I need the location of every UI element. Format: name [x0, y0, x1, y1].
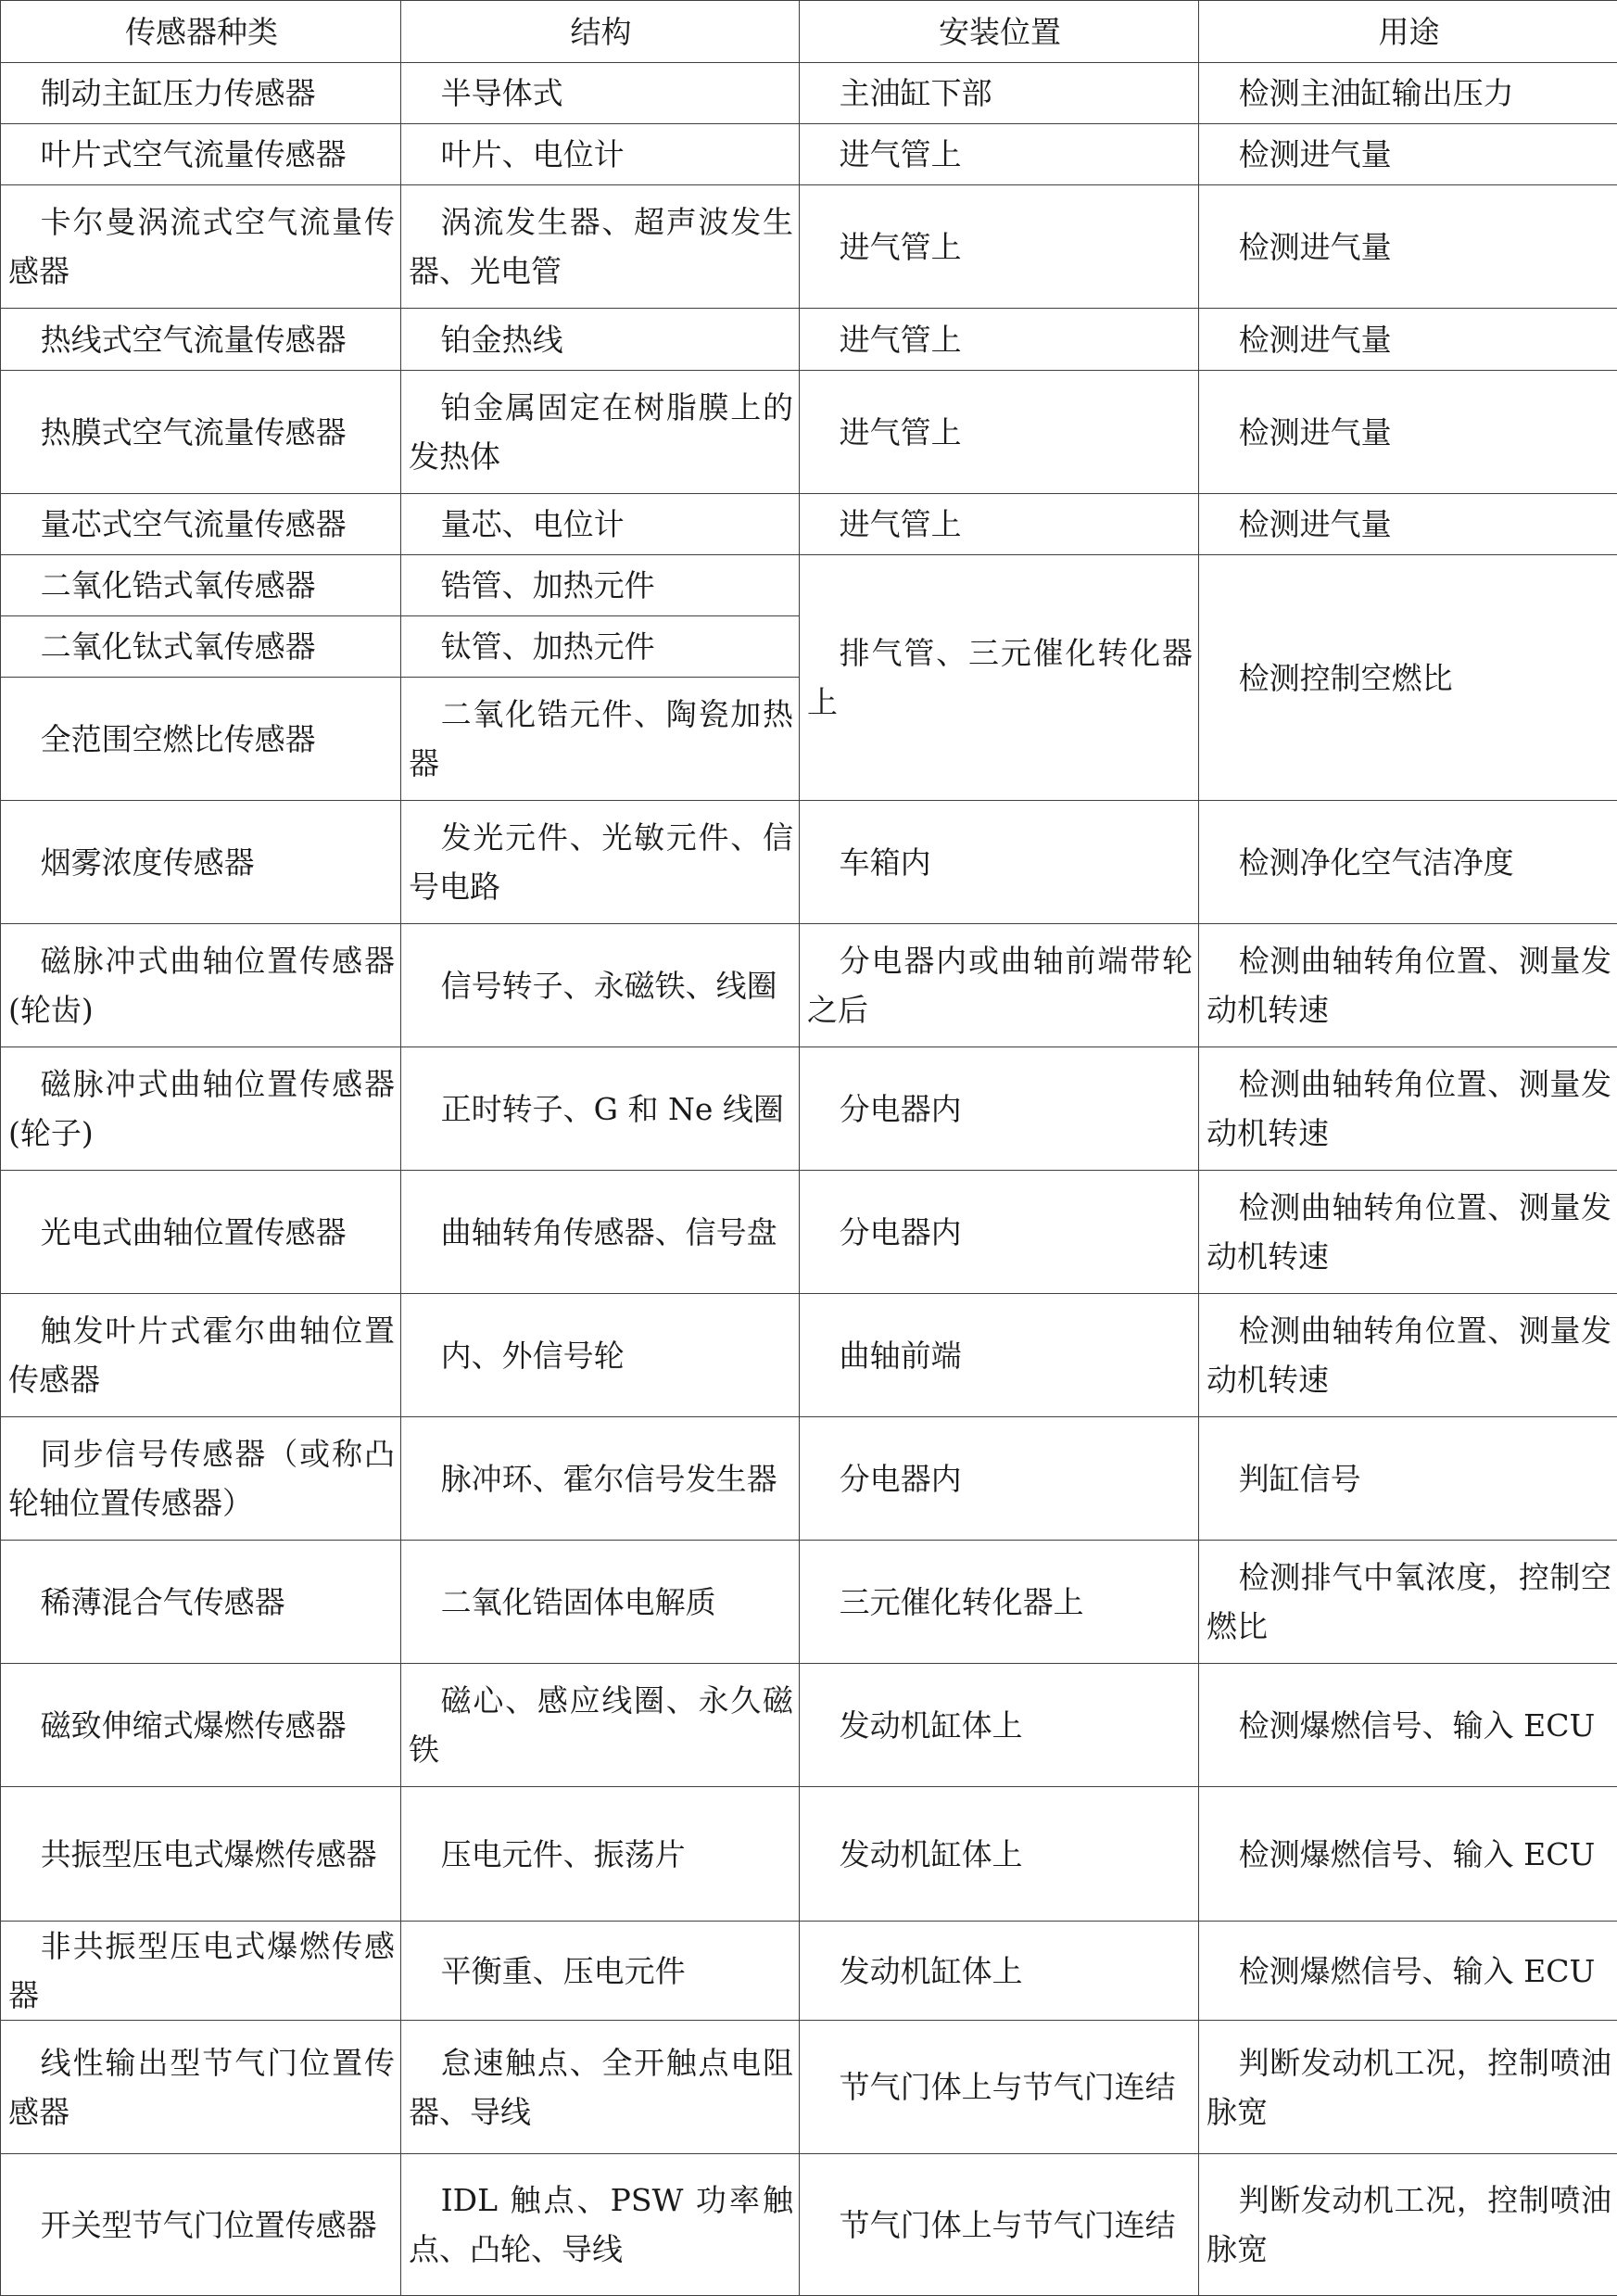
cell-purpose: 检测主油缸输出压力	[1199, 63, 1617, 124]
cell-purpose: 检测净化空气洁净度	[1199, 801, 1617, 924]
cell-location: 分电器内或曲轴前端带轮之后	[800, 924, 1199, 1047]
cell-structure: 发光元件、光敏元件、信号电路	[401, 801, 800, 924]
cell-location: 主油缸下部	[800, 63, 1199, 124]
cell-purpose: 检测曲轴转角位置、测量发动机转速	[1199, 1171, 1617, 1294]
cell-type: 磁致伸缩式爆燃传感器	[1, 1664, 401, 1787]
cell-structure: 脉冲环、霍尔信号发生器	[401, 1417, 800, 1541]
table-row	[1, 1664, 1617, 1787]
cell-location: 分电器内	[800, 1417, 1199, 1541]
cell-location: 节气门体上与节气门连结	[800, 2154, 1199, 2296]
cell-structure: 半导体式	[401, 63, 800, 124]
table-row	[1, 555, 1617, 616]
cell-type: 同步信号传感器（或称凸轮轴位置传感器）	[1, 1417, 401, 1541]
cell-structure: 正时转子、G 和 Ne 线圈	[401, 1047, 800, 1171]
cell-type: 光电式曲轴位置传感器	[1, 1171, 401, 1294]
cell-type: 叶片式空气流量传感器	[1, 124, 401, 185]
cell-structure: 钛管、加热元件	[401, 616, 800, 678]
table-row	[1, 1787, 1617, 1922]
cell-structure: 二氧化锆元件、陶瓷加热器	[401, 678, 800, 801]
cell-structure: 二氧化锆固体电解质	[401, 1541, 800, 1664]
cell-purpose: 检测进气量	[1199, 124, 1617, 185]
cell-type: 二氧化钛式氧传感器	[1, 616, 401, 678]
cell-purpose: 检测进气量	[1199, 185, 1617, 309]
table-row	[1, 494, 1617, 555]
cell-location: 曲轴前端	[800, 1294, 1199, 1417]
table-row	[1, 1294, 1617, 1417]
cell-structure: 曲轴转角传感器、信号盘	[401, 1171, 800, 1294]
cell-purpose: 检测曲轴转角位置、测量发动机转速	[1199, 924, 1617, 1047]
table-row	[1, 1171, 1617, 1294]
cell-structure: 铂金热线	[401, 309, 800, 371]
cell-location: 分电器内	[800, 1047, 1199, 1171]
cell-structure: 叶片、电位计	[401, 124, 800, 185]
cell-location: 进气管上	[800, 124, 1199, 185]
cell-type: 线性输出型节气门位置传感器	[1, 2021, 401, 2154]
cell-purpose: 检测爆燃信号、输入 ECU	[1199, 1922, 1617, 2021]
column-header-location: 安装位置	[800, 1, 1199, 63]
table-row	[1, 1541, 1617, 1664]
cell-location: 排气管、三元催化转化器上	[800, 555, 1199, 801]
cell-purpose: 检测控制空燃比	[1199, 555, 1617, 801]
cell-type: 磁脉冲式曲轴位置传感器(轮子)	[1, 1047, 401, 1171]
table-row	[1, 2154, 1617, 2296]
table-row	[1, 63, 1617, 124]
table-row	[1, 1047, 1617, 1171]
cell-structure: 锆管、加热元件	[401, 555, 800, 616]
table-row	[1, 371, 1617, 494]
column-header-structure: 结构	[401, 1, 800, 63]
cell-location: 发动机缸体上	[800, 1922, 1199, 2021]
cell-type: 二氧化锆式氧传感器	[1, 555, 401, 616]
cell-purpose: 检测进气量	[1199, 309, 1617, 371]
cell-purpose: 判缸信号	[1199, 1417, 1617, 1541]
table-row	[1, 185, 1617, 309]
cell-purpose: 检测爆燃信号、输入 ECU	[1199, 1787, 1617, 1922]
cell-purpose: 检测爆燃信号、输入 ECU	[1199, 1664, 1617, 1787]
cell-type: 稀薄混合气传感器	[1, 1541, 401, 1664]
cell-structure: 铂金属固定在树脂膜上的发热体	[401, 371, 800, 494]
cell-location: 三元催化转化器上	[800, 1541, 1199, 1664]
cell-type: 触发叶片式霍尔曲轴位置传感器	[1, 1294, 401, 1417]
cell-structure: 怠速触点、全开触点电阻器、导线	[401, 2021, 800, 2154]
cell-type: 热线式空气流量传感器	[1, 309, 401, 371]
table-row	[1, 1417, 1617, 1541]
cell-structure: 压电元件、振荡片	[401, 1787, 800, 1922]
cell-location: 进气管上	[800, 309, 1199, 371]
cell-type: 卡尔曼涡流式空气流量传感器	[1, 185, 401, 309]
cell-structure: 涡流发生器、超声波发生器、光电管	[401, 185, 800, 309]
cell-structure: 磁心、感应线圈、永久磁铁	[401, 1664, 800, 1787]
table-body	[1, 63, 1617, 2296]
cell-type: 烟雾浓度传感器	[1, 801, 401, 924]
cell-type: 热膜式空气流量传感器	[1, 371, 401, 494]
cell-location: 车箱内	[800, 801, 1199, 924]
column-header-purpose: 用途	[1199, 1, 1617, 63]
cell-type: 磁脉冲式曲轴位置传感器(轮齿)	[1, 924, 401, 1047]
cell-type: 制动主缸压力传感器	[1, 63, 401, 124]
cell-location: 分电器内	[800, 1171, 1199, 1294]
cell-location: 进气管上	[800, 185, 1199, 309]
table-row	[1, 309, 1617, 371]
cell-purpose: 检测进气量	[1199, 371, 1617, 494]
table-row	[1, 924, 1617, 1047]
table-row	[1, 2021, 1617, 2154]
cell-type: 开关型节气门位置传感器	[1, 2154, 401, 2296]
cell-type: 量芯式空气流量传感器	[1, 494, 401, 555]
cell-purpose: 检测进气量	[1199, 494, 1617, 555]
cell-purpose: 检测排气中氧浓度，控制空燃比	[1199, 1541, 1617, 1664]
cell-structure: 量芯、电位计	[401, 494, 800, 555]
cell-purpose: 检测曲轴转角位置、测量发动机转速	[1199, 1047, 1617, 1171]
cell-structure: 内、外信号轮	[401, 1294, 800, 1417]
cell-structure: 信号转子、永磁铁、线圈	[401, 924, 800, 1047]
cell-type: 非共振型压电式爆燃传感器	[1, 1922, 401, 2021]
cell-structure: IDL 触点、PSW 功率触点、凸轮、导线	[401, 2154, 800, 2296]
cell-location: 进气管上	[800, 371, 1199, 494]
cell-structure: 平衡重、压电元件	[401, 1922, 800, 2021]
table-row	[1, 1922, 1617, 2021]
column-header-type: 传感器种类	[1, 1, 401, 63]
cell-purpose: 判断发动机工况，控制喷油脉宽	[1199, 2021, 1617, 2154]
cell-type: 全范围空燃比传感器	[1, 678, 401, 801]
cell-purpose: 检测曲轴转角位置、测量发动机转速	[1199, 1294, 1617, 1417]
cell-location: 进气管上	[800, 494, 1199, 555]
table-row	[1, 801, 1617, 924]
cell-type: 共振型压电式爆燃传感器	[1, 1787, 401, 1922]
cell-location: 发动机缸体上	[800, 1787, 1199, 1922]
table-row	[1, 124, 1617, 185]
cell-location: 发动机缸体上	[800, 1664, 1199, 1787]
table-header	[1, 1, 1617, 63]
header-row	[1, 1, 1617, 63]
cell-location: 节气门体上与节气门连结	[800, 2021, 1199, 2154]
cell-purpose: 判断发动机工况，控制喷油脉宽	[1199, 2154, 1617, 2296]
